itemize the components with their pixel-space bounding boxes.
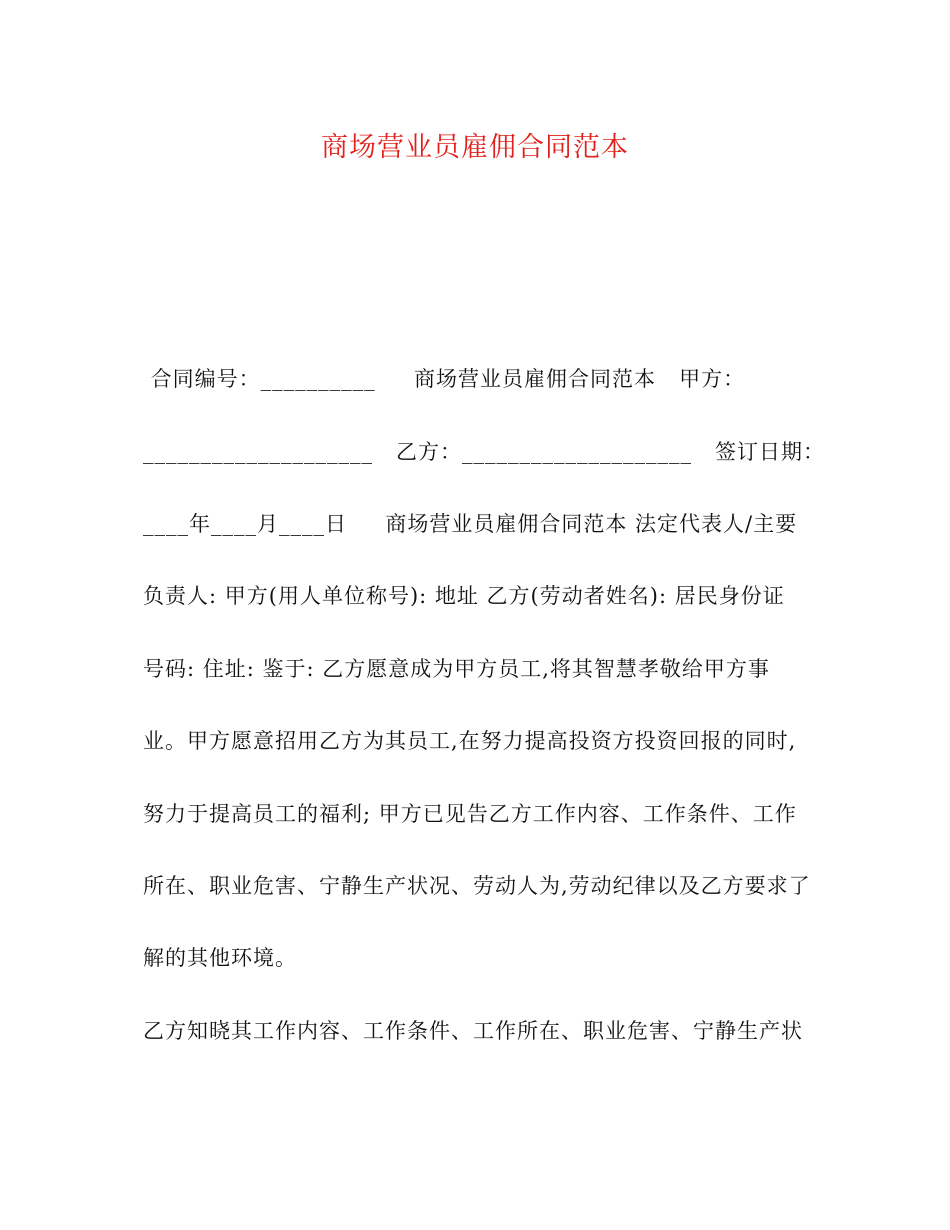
document-title: 商场营业员雇佣合同范本 xyxy=(321,132,629,163)
body-text-line: 负责人: 甲方(用人单位称号): 地址 乙方(劳动者姓名): 居民身份证 xyxy=(143,584,785,608)
body-text-line: 乙方知晓其工作内容、工作条件、工作所在、职业危害、宁静生产状 xyxy=(143,1019,803,1043)
body-text-line: 业。甲方愿意招用乙方为其员工,在努力提高投资方投资回报的同时, xyxy=(143,729,797,753)
contract-header-line: 合同编号：__________ 商场营业员雇佣合同范本 甲方： xyxy=(143,367,746,391)
body-text-line: 解的其他环境。 xyxy=(143,946,297,970)
party-b-signing-date-line: ____________________ 乙方：____________________ 签订日期： xyxy=(143,440,826,464)
body-text-line: 努力于提高员工的福利; 甲方已见告乙方工作内容、工作条件、工作 xyxy=(143,802,797,826)
body-text-line: 所在、职业危害、宁静生产状况、劳动人为,劳动纪律以及乙方要求了 xyxy=(143,874,811,898)
date-representative-line: ____年____月____日 商场营业员雇佣合同范本 法定代表人/主要 xyxy=(143,512,798,536)
body-text-line: 号码: 住址: 鉴于: 乙方愿意成为甲方员工,将其智慧孝敬给甲方事 xyxy=(143,657,770,681)
